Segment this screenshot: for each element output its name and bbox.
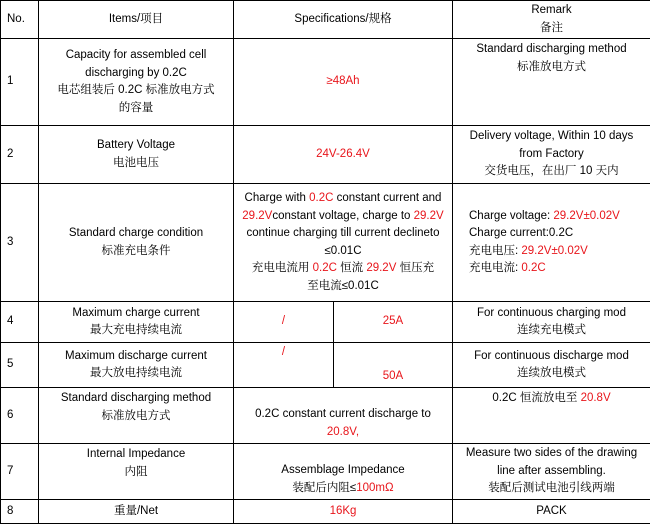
- header-row: [1, 1, 650, 39]
- header-no: No.: [1, 1, 39, 39]
- spec-left-cell: /: [234, 302, 334, 343]
- remark-cell: PACK: [453, 500, 650, 524]
- header-spec: Specifications/规格: [234, 1, 453, 39]
- table-row-8: [1, 500, 650, 524]
- spec-cell: Charge with 0.2C constant current and 29.2Vconstant voltage, charge to 29.2V continue charging till current declineto ≤0.01C 充电电流用 0.2C 恒流 29.2V 恒压充 至电流≤0.01C: [234, 184, 453, 302]
- spec-cell: 16Kg: [234, 500, 453, 524]
- row-number: 8: [1, 500, 39, 524]
- row-number: 7: [1, 444, 39, 500]
- item-cell: Maximum charge current 最大充电持续电流: [39, 302, 234, 343]
- remark-cell: For continuous charging mod 连续充电模式: [453, 302, 650, 343]
- remark-cell: Delivery voltage, Within 10 days from Factory 交货电压，在出厂 10 天内: [453, 126, 650, 184]
- row-number: 3: [1, 184, 39, 302]
- item-cell: Standard discharging method 标准放电方式: [39, 388, 234, 444]
- table-row-2: [1, 126, 650, 184]
- table-row-1: [1, 39, 650, 126]
- item-cell: Internal Impedance 内阻: [39, 444, 234, 500]
- spec-right-cell: 25A: [334, 302, 453, 343]
- header-items: Items/项目: [39, 1, 234, 39]
- table-row-5: [1, 343, 650, 388]
- table-row-4: [1, 302, 650, 343]
- item-cell: 重量/Net: [39, 500, 234, 524]
- spec-left-cell: /: [234, 343, 334, 388]
- remark-cell: Measure two sides of the drawing line after assembling. 装配后测试电池引线两端: [453, 444, 650, 500]
- table-row-6: [1, 388, 650, 444]
- remark-cell: For continuous discharge mod 连续放电模式: [453, 343, 650, 388]
- row-number: 6: [1, 388, 39, 444]
- remark-cell: 0.2C 恒流放电至 20.8V: [453, 388, 650, 444]
- spec-cell: ≥48Ah: [234, 39, 453, 126]
- spec-cell: Assemblage Impedance 装配后内阻≤100mΩ: [234, 444, 453, 500]
- spec-right-cell: 50A: [334, 343, 453, 388]
- item-cell: Battery Voltage 电池电压: [39, 126, 234, 184]
- header-remark: Remark 备注: [453, 1, 650, 39]
- item-cell: Maximum discharge current 最大放电持续电流: [39, 343, 234, 388]
- remark-cell: Standard discharging method 标准放电方式: [453, 39, 650, 126]
- item-cell: Standard charge condition 标准充电条件: [39, 184, 234, 302]
- table-row-7: [1, 444, 650, 500]
- row-number: 1: [1, 39, 39, 126]
- row-number: 2: [1, 126, 39, 184]
- item-cell: Capacity for assembled cell discharging by 0.2C 电芯组装后 0.2C 标准放电方式 的容量: [39, 39, 234, 126]
- row-number: 4: [1, 302, 39, 343]
- remark-cell: Charge voltage: 29.2V±0.02V Charge current:0.2C 充电电压: 29.2V±0.02V 充电电流: 0.2C: [453, 184, 650, 302]
- spec-cell: 0.2C constant current discharge to 20.8V,: [234, 388, 453, 444]
- row-number: 5: [1, 343, 39, 388]
- table-row-3: [1, 184, 650, 302]
- spec-cell: 24V-26.4V: [234, 126, 453, 184]
